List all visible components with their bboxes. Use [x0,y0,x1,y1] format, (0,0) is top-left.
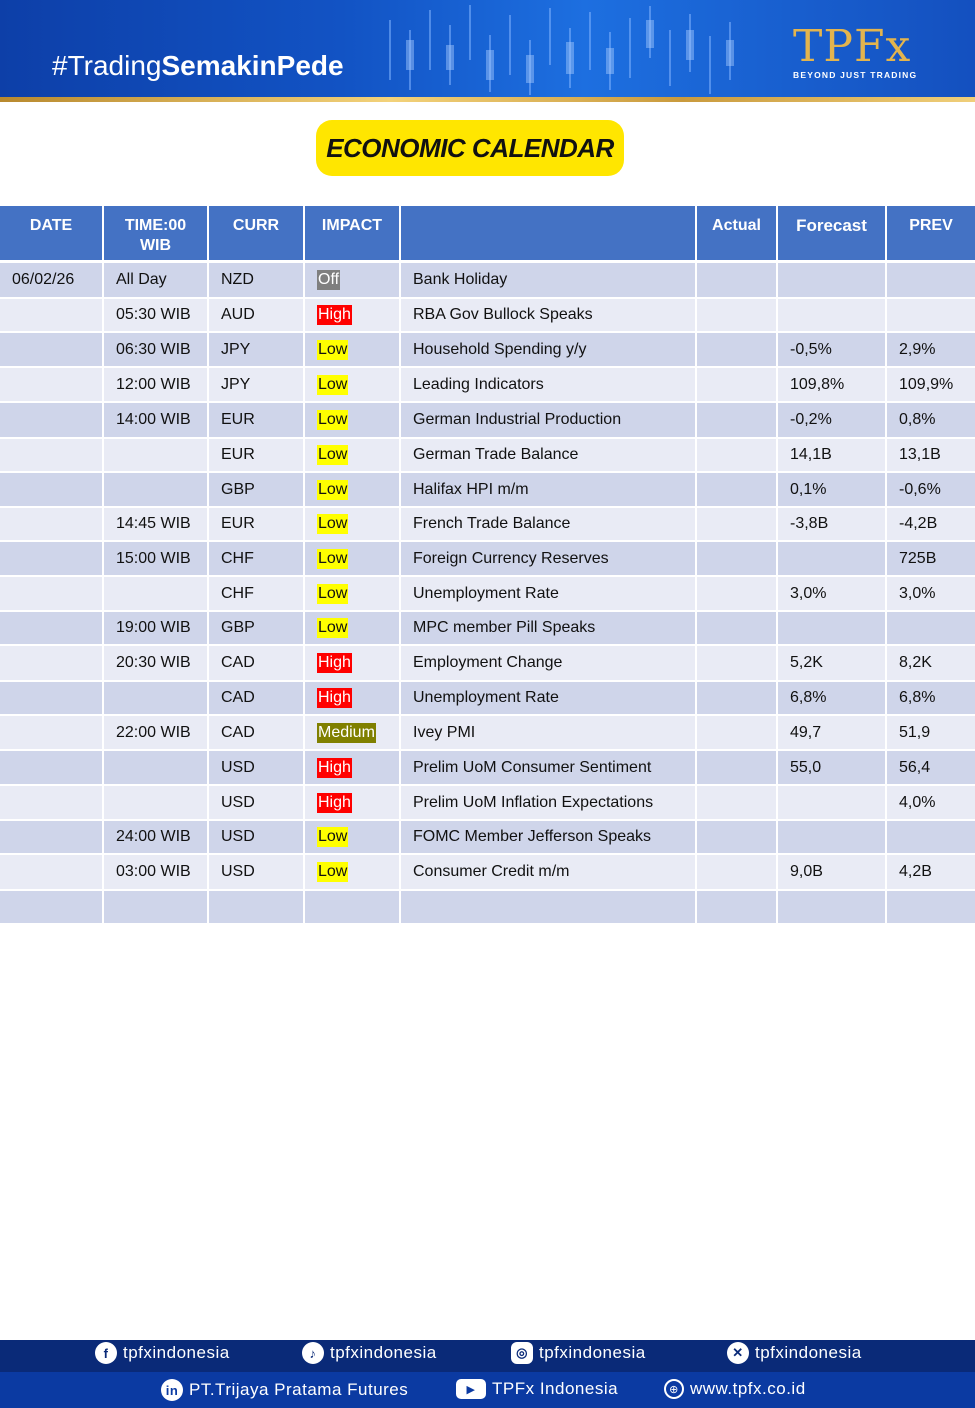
cell-actual [697,786,776,819]
youtube-link[interactable] [456,1379,618,1399]
cell-time [104,751,207,784]
instagram-link[interactable] [511,1342,646,1364]
cell-time: 14:45 WIB [104,508,207,540]
cell-event: Foreign Currency Reserves [401,542,695,575]
table-row [0,473,975,508]
cell-impact [305,299,399,331]
cell-forecast: 3,0% [778,577,885,610]
cell-event: French Trade Balance [401,508,695,540]
cell-date [0,333,102,366]
cell-date [0,821,102,853]
cell-event: Employment Change [401,646,695,680]
linkedin-icon: in [161,1379,183,1401]
cell-date [0,646,102,680]
table-row [0,612,975,646]
cell-curr: CHF [209,577,303,610]
table-row [0,821,975,855]
cell-time [104,439,207,471]
cell-actual [697,751,776,784]
cell-date [0,299,102,331]
cell-time: 19:00 WIB [104,612,207,644]
header-curr: CURR [209,206,303,260]
youtube-name: TPFx Indonesia [492,1379,619,1398]
cell-curr: EUR [209,403,303,437]
facebook-link[interactable] [95,1342,230,1364]
cell-forecast: 49,7 [778,716,885,749]
cell-time: 05:30 WIB [104,299,207,331]
impact-badge: Low [318,550,348,567]
cell-prev: -0,6% [887,473,975,506]
tiktok-link[interactable] [302,1342,437,1364]
instagram-icon: ◎ [511,1342,533,1364]
impact-badge: Medium [318,724,375,741]
cell-forecast [778,786,885,819]
cell-curr: CAD [209,682,303,714]
cell-actual [697,891,776,923]
cell-time: 22:00 WIB [104,716,207,749]
globe-icon: ⊕ [664,1379,684,1399]
header-event [401,206,695,260]
cell-impact [305,646,399,680]
impact-badge: Low [318,376,348,393]
cell-date [0,508,102,540]
cell-time: 12:00 WIB [104,368,207,401]
facebook-icon: f [95,1342,117,1364]
cell-prev: 2,9% [887,333,975,366]
cell-time [104,786,207,819]
cell-event: Prelim UoM Inflation Expectations [401,786,695,819]
header-prev: PREV [887,206,975,260]
cell-time: 20:30 WIB [104,646,207,680]
cell-event [401,891,695,923]
cell-impact [305,263,399,297]
cell-impact [305,333,399,366]
table-row [0,439,975,473]
cell-curr: CHF [209,542,303,575]
cell-impact [305,542,399,575]
cell-time: 03:00 WIB [104,855,207,889]
cell-actual [697,299,776,331]
cell-curr: EUR [209,508,303,540]
website-link[interactable] [664,1379,806,1399]
cell-event: Ivey PMI [401,716,695,749]
logo-text: TPFx [793,21,912,72]
cell-forecast: 6,8% [778,682,885,714]
cell-time [104,682,207,714]
cell-date: 06/02/26 [0,263,102,297]
impact-badge: High [318,689,351,706]
cell-curr: GBP [209,473,303,506]
instagram-handle: tpfxindonesia [539,1343,646,1362]
impact-badge: High [318,306,351,323]
cell-forecast [778,299,885,331]
cell-time: 15:00 WIB [104,542,207,575]
cell-date [0,855,102,889]
cell-actual [697,439,776,471]
table-row [0,403,975,439]
cell-event: Prelim UoM Consumer Sentiment [401,751,695,784]
cell-time: 06:30 WIB [104,333,207,366]
cell-curr: GBP [209,612,303,644]
page-title: ECONOMIC CALENDAR [326,132,614,163]
cell-prev: 56,4 [887,751,975,784]
cell-prev [887,612,975,644]
cell-date [0,439,102,471]
cell-impact [305,577,399,610]
cell-event: Consumer Credit m/m [401,855,695,889]
cell-forecast: -0,5% [778,333,885,366]
cell-curr: USD [209,821,303,853]
cell-impact [305,612,399,644]
impact-badge: Low [318,515,348,532]
cell-date [0,612,102,644]
cell-date [0,473,102,506]
cell-forecast: 0,1% [778,473,885,506]
cell-forecast [778,821,885,853]
cell-actual [697,508,776,540]
cell-prev: -4,2B [887,508,975,540]
table-row [0,682,975,716]
cell-forecast [778,263,885,297]
cell-actual [697,646,776,680]
cell-prev: 3,0% [887,577,975,610]
cell-actual [697,263,776,297]
impact-badge: High [318,794,351,811]
cell-forecast: 109,8% [778,368,885,401]
cell-event: RBA Gov Bullock Speaks [401,299,695,331]
cell-impact [305,855,399,889]
cell-impact [305,716,399,749]
cell-impact [305,403,399,437]
table-row [0,368,975,403]
cell-impact [305,682,399,714]
cell-prev [887,891,975,923]
header-time-line1: TIME:00 [124,217,187,234]
chart-decoration [380,0,760,97]
cell-event: Halifax HPI m/m [401,473,695,506]
cell-actual [697,716,776,749]
table-row [0,333,975,368]
table-row [0,786,975,821]
cell-forecast: -0,2% [778,403,885,437]
cell-impact [305,821,399,853]
table-row [0,855,975,891]
cell-prev: 51,9 [887,716,975,749]
cell-event: Leading Indicators [401,368,695,401]
cell-actual [697,612,776,644]
impact-badge: Low [318,446,348,463]
header-date: DATE [0,206,102,260]
cell-forecast: -3,8B [778,508,885,540]
cell-actual [697,821,776,853]
impact-badge: Low [318,828,348,845]
table-row [0,891,975,925]
cell-curr: JPY [209,333,303,366]
logo-tagline: BEYOND JUST TRADING [793,70,918,80]
cell-date [0,682,102,714]
cell-forecast: 55,0 [778,751,885,784]
cell-prev: 109,9% [887,368,975,401]
cell-prev [887,821,975,853]
cell-time [104,891,207,923]
impact-badge: Low [318,619,348,636]
table-row [0,263,975,299]
cell-time [104,473,207,506]
table-row [0,646,975,682]
impact-badge: High [318,759,351,776]
hashtag-bold: SemakinPede [161,50,344,81]
linkedin-link[interactable] [161,1379,408,1401]
cell-curr: USD [209,855,303,889]
cell-curr: USD [209,751,303,784]
cell-impact [305,786,399,819]
header-actual: Actual [697,206,776,260]
cell-event: FOMC Member Jefferson Speaks [401,821,695,853]
cell-curr: USD [209,786,303,819]
gold-divider [0,97,975,102]
table-row [0,542,975,577]
impact-badge: High [318,654,351,671]
hashtag-slogan [52,50,344,82]
cell-impact [305,368,399,401]
x-link[interactable] [727,1342,862,1364]
impact-badge: Low [318,481,348,498]
cell-time: 14:00 WIB [104,403,207,437]
cell-forecast [778,542,885,575]
footer [0,1340,975,1408]
cell-event: Bank Holiday [401,263,695,297]
cell-impact [305,508,399,540]
cell-impact [305,891,399,923]
cell-actual [697,333,776,366]
impact-badge: Low [318,341,348,358]
cell-event: Unemployment Rate [401,682,695,714]
cell-curr: CAD [209,716,303,749]
cell-event: Unemployment Rate [401,577,695,610]
cell-prev [887,299,975,331]
cell-prev: 8,2K [887,646,975,680]
cell-actual [697,577,776,610]
cell-curr: AUD [209,299,303,331]
cell-curr: JPY [209,368,303,401]
header-forecast: Forecast [778,206,885,260]
cell-forecast [778,612,885,644]
tiktok-handle: tpfxindonesia [330,1343,437,1362]
cell-prev: 4,2B [887,855,975,889]
youtube-icon: ▶ [456,1379,486,1399]
cell-curr: EUR [209,439,303,471]
table-row [0,508,975,542]
title-badge [316,120,624,176]
cell-forecast: 14,1B [778,439,885,471]
cell-actual [697,855,776,889]
cell-date [0,577,102,610]
table-row [0,716,975,751]
x-icon: ✕ [727,1342,749,1364]
header-banner [0,0,975,97]
header-impact: IMPACT [305,206,399,260]
tpfx-logo [793,21,933,82]
x-handle: tpfxindonesia [755,1343,862,1362]
cell-actual [697,473,776,506]
cell-impact [305,439,399,471]
facebook-handle: tpfxindonesia [123,1343,230,1362]
cell-impact [305,751,399,784]
cell-date [0,403,102,437]
cell-impact [305,473,399,506]
cell-prev [887,263,975,297]
cell-prev: 725B [887,542,975,575]
impact-badge: Low [318,585,348,602]
cell-time: 24:00 WIB [104,821,207,853]
cell-curr: CAD [209,646,303,680]
cell-curr [209,891,303,923]
cell-date [0,368,102,401]
table-row [0,577,975,612]
cell-date [0,716,102,749]
header-time-line2: WIB [139,237,172,254]
cell-prev: 4,0% [887,786,975,819]
table-header [0,206,975,260]
cell-time: All Day [104,263,207,297]
impact-badge: Low [318,863,348,880]
cell-event: Household Spending y/y [401,333,695,366]
cell-actual [697,682,776,714]
cell-forecast: 5,2K [778,646,885,680]
cell-event: German Industrial Production [401,403,695,437]
impact-badge: Off [318,271,340,288]
cell-prev: 0,8% [887,403,975,437]
cell-prev: 13,1B [887,439,975,471]
website-url: www.tpfx.co.id [690,1379,806,1398]
header-time [104,206,207,260]
cell-time [104,577,207,610]
cell-event: MPC member Pill Speaks [401,612,695,644]
cell-actual [697,368,776,401]
cell-actual [697,542,776,575]
cell-date [0,751,102,784]
cell-forecast: 9,0B [778,855,885,889]
table-row [0,299,975,333]
cell-date [0,542,102,575]
hashtag-prefix: #Trading [52,50,162,81]
cell-actual [697,403,776,437]
cell-event: German Trade Balance [401,439,695,471]
cell-forecast [778,891,885,923]
cell-prev: 6,8% [887,682,975,714]
table-row [0,751,975,786]
cell-date [0,891,102,923]
cell-curr: NZD [209,263,303,297]
linkedin-name: PT.Trijaya Pratama Futures [189,1380,409,1399]
cell-date [0,786,102,819]
impact-badge: Low [318,411,348,428]
tiktok-icon: ♪ [302,1342,324,1364]
